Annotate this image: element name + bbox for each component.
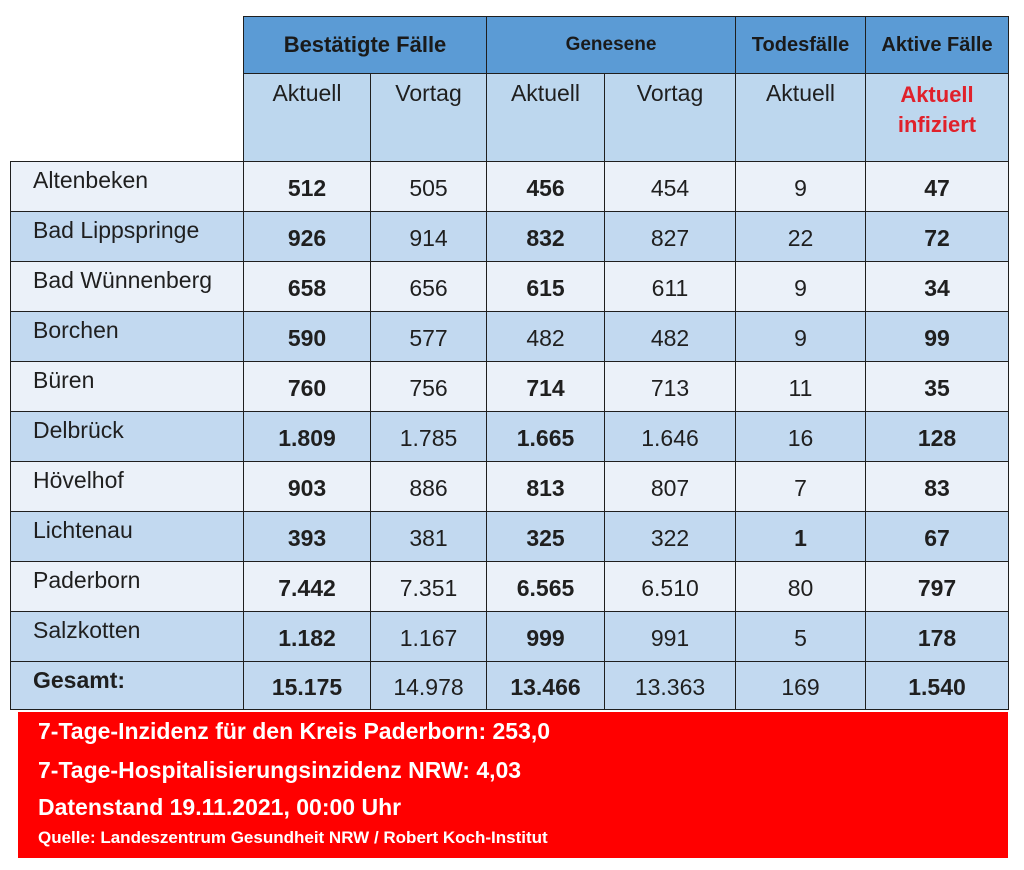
deaths-current: 5	[736, 612, 866, 662]
total-deaths-current: 169	[736, 662, 866, 710]
subheader-deaths-current: Aktuell	[736, 74, 866, 162]
total-label: Gesamt:	[11, 662, 244, 710]
recovered-current: 714	[487, 362, 605, 412]
total-recovered-current: 13.466	[487, 662, 605, 710]
subheader-blank-cell	[11, 74, 244, 162]
recovered-previous: 6.510	[605, 562, 736, 612]
active-current: 35	[866, 362, 1009, 412]
confirmed-previous: 756	[371, 362, 487, 412]
header-confirmed: Bestätigte Fälle	[244, 17, 487, 74]
total-row	[11, 662, 1009, 710]
municipality-name: Bad Wünnenberg	[11, 262, 244, 312]
municipality-name: Delbrück	[11, 412, 244, 462]
recovered-current: 1.665	[487, 412, 605, 462]
recovered-previous: 991	[605, 612, 736, 662]
table-row	[11, 362, 1009, 412]
confirmed-current: 926	[244, 212, 371, 262]
table-row	[11, 512, 1009, 562]
recovered-current: 325	[487, 512, 605, 562]
confirmed-previous: 914	[371, 212, 487, 262]
case-statistics-table	[10, 16, 1009, 710]
confirmed-current: 1.809	[244, 412, 371, 462]
deaths-current: 9	[736, 162, 866, 212]
subheader-active	[866, 74, 1009, 162]
subheader-recovered-current: Aktuell	[487, 74, 605, 162]
deaths-current: 80	[736, 562, 866, 612]
confirmed-previous: 577	[371, 312, 487, 362]
table-row	[11, 312, 1009, 362]
total-recovered-previous: 13.363	[605, 662, 736, 710]
total-active-current: 1.540	[866, 662, 1009, 710]
recovered-current: 832	[487, 212, 605, 262]
municipality-name: Lichtenau	[11, 512, 244, 562]
hospitalization-text: 7-Tage-Hospitalisierungsinzidenz NRW: 4,03	[38, 757, 522, 783]
table-row	[11, 612, 1009, 662]
table-row	[11, 412, 1009, 462]
confirmed-current: 512	[244, 162, 371, 212]
municipality-name: Bad Lippspringe	[11, 212, 244, 262]
deaths-current: 11	[736, 362, 866, 412]
group-header-row	[11, 17, 1009, 74]
header-recovered: Genesene	[487, 17, 736, 74]
info-footer-banner	[18, 712, 1008, 858]
data-date-text: Datenstand 19.11.2021, 00:00 Uhr	[38, 794, 402, 820]
source-text: Quelle: Landeszentrum Gesundheit NRW / Robert Koch-Institut	[38, 828, 548, 847]
confirmed-previous: 1.167	[371, 612, 487, 662]
header-active: Aktive Fälle	[866, 17, 1009, 74]
active-current: 47	[866, 162, 1009, 212]
municipality-name: Büren	[11, 362, 244, 412]
table-row	[11, 562, 1009, 612]
confirmed-current: 590	[244, 312, 371, 362]
confirmed-previous: 656	[371, 262, 487, 312]
recovered-previous: 482	[605, 312, 736, 362]
municipality-name: Hövelhof	[11, 462, 244, 512]
confirmed-current: 393	[244, 512, 371, 562]
sub-header-row	[11, 74, 1009, 162]
confirmed-current: 760	[244, 362, 371, 412]
active-current: 797	[866, 562, 1009, 612]
header-blank-cell	[11, 17, 244, 74]
confirmed-previous: 1.785	[371, 412, 487, 462]
recovered-previous: 807	[605, 462, 736, 512]
subheader-recovered-previous: Vortag	[605, 74, 736, 162]
deaths-current: 9	[736, 262, 866, 312]
deaths-current: 22	[736, 212, 866, 262]
total-confirmed-previous: 14.978	[371, 662, 487, 710]
confirmed-previous: 886	[371, 462, 487, 512]
recovered-current: 813	[487, 462, 605, 512]
deaths-current: 1	[736, 512, 866, 562]
confirmed-current: 1.182	[244, 612, 371, 662]
incidence-text: 7-Tage-Inzidenz für den Kreis Paderborn: 253,0	[38, 718, 551, 744]
subheader-confirmed-previous: Vortag	[371, 74, 487, 162]
deaths-current: 7	[736, 462, 866, 512]
municipality-name: Altenbeken	[11, 162, 244, 212]
total-confirmed-current: 15.175	[244, 662, 371, 710]
active-current: 34	[866, 262, 1009, 312]
confirmed-current: 7.442	[244, 562, 371, 612]
active-current: 128	[866, 412, 1009, 462]
subheader-active-line1: Aktuell	[900, 82, 974, 107]
subheader-confirmed-current: Aktuell	[244, 74, 371, 162]
municipality-name: Paderborn	[11, 562, 244, 612]
recovered-current: 615	[487, 262, 605, 312]
recovered-previous: 1.646	[605, 412, 736, 462]
recovered-previous: 322	[605, 512, 736, 562]
recovered-previous: 713	[605, 362, 736, 412]
active-current: 67	[866, 512, 1009, 562]
table-row	[11, 262, 1009, 312]
deaths-current: 9	[736, 312, 866, 362]
confirmed-previous: 381	[371, 512, 487, 562]
recovered-previous: 827	[605, 212, 736, 262]
active-current: 99	[866, 312, 1009, 362]
municipality-name: Borchen	[11, 312, 244, 362]
recovered-previous: 611	[605, 262, 736, 312]
table-row	[11, 212, 1009, 262]
active-current: 83	[866, 462, 1009, 512]
confirmed-previous: 7.351	[371, 562, 487, 612]
recovered-previous: 454	[605, 162, 736, 212]
subheader-active-line2: infiziert	[897, 112, 977, 137]
recovered-current: 456	[487, 162, 605, 212]
confirmed-current: 658	[244, 262, 371, 312]
recovered-current: 999	[487, 612, 605, 662]
active-current: 72	[866, 212, 1009, 262]
active-current: 178	[866, 612, 1009, 662]
header-deaths: Todesfälle	[736, 17, 866, 74]
municipality-name: Salzkotten	[11, 612, 244, 662]
deaths-current: 16	[736, 412, 866, 462]
recovered-current: 482	[487, 312, 605, 362]
recovered-current: 6.565	[487, 562, 605, 612]
table-row	[11, 162, 1009, 212]
table-row	[11, 462, 1009, 512]
confirmed-previous: 505	[371, 162, 487, 212]
confirmed-current: 903	[244, 462, 371, 512]
